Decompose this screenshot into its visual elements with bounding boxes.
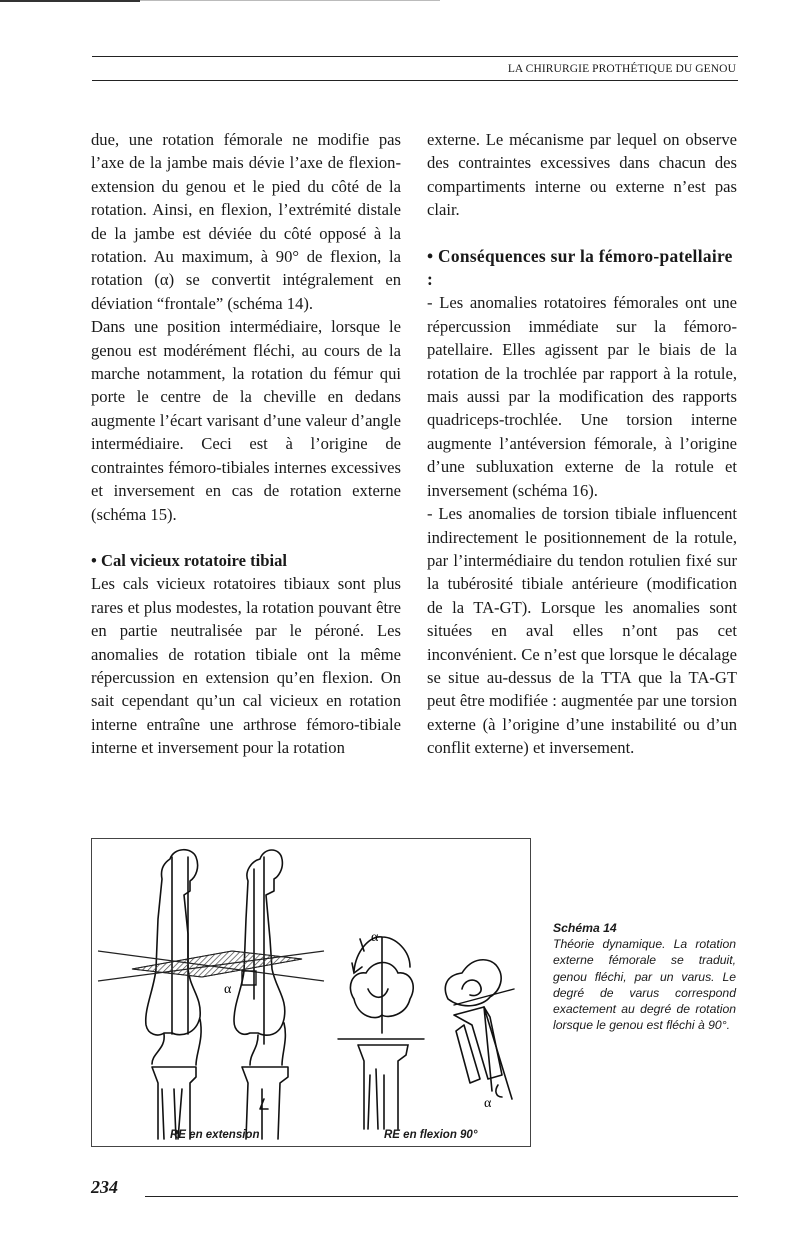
figure-caption bbox=[553, 920, 736, 1033]
header-rule bbox=[92, 80, 738, 81]
figure-label-extension: RE en extension bbox=[170, 1129, 260, 1141]
paragraph: externe. Le mécanisme par lequel on observe des contraintes excessives dans chacun des compartiments interne ou externe n’est pas clair. bbox=[427, 130, 737, 220]
footer-rule bbox=[145, 1196, 738, 1197]
running-head: LA CHIRURGIE PROTHÉTIQUE DU GENOU bbox=[507, 63, 736, 75]
header-rule bbox=[92, 56, 738, 57]
paragraph: - Les anomalies de torsion tibiale influencent indirectement le positionnement de la rotule, par l’intermédiaire du tendon rotulien fixé sur la tubérosité tibiale antérieure (modification de la TA-GT). Lorsque les anomalies sont situées en aval elles n’ont pas cet inconvénient. Ce n’est que lorsque le décalage se situe au-dessus de la TTA que la TA-GT peut être modifiée : augmentée par une torsion externe (à l’origine d’une instabilité ou d’un conflit externe) et inversement. bbox=[427, 504, 737, 758]
alpha-label: α bbox=[484, 1096, 492, 1111]
tibia-shape bbox=[358, 1045, 408, 1129]
alpha-label: α bbox=[224, 982, 232, 997]
left-column bbox=[91, 128, 401, 760]
paragraph: Les cals vicieux rotatoires tibiaux sont plus rares et plus modestes, la rotation pouvant être en partie neutralisée par le péroné. Les anomalies de rotation tibiale ont la même répercussion en extension qu’en flexion. On sait cependant qu’un cal vicieux en rotation interne entraîne une arthrose fémoro-tibiale interne et inversement pour la rotation bbox=[91, 574, 401, 758]
figure-label-flexion: RE en flexion 90° bbox=[384, 1129, 478, 1141]
paragraph: - Les anomalies rotatoires fémorales ont une répercussion immédiate sur la fémoro-patellaire. Elles agissent par le biais de la rotation de la trochlée par rapport à la rotule, mais aussi par la modification des rapports quadriceps-trochlée. Une torsion interne augmente l’antéversion fémorale, à l’origine d’une subluxation externe de la rotule et inversement (schéma 16). bbox=[427, 293, 737, 500]
right-column bbox=[427, 128, 737, 760]
knee-rotation-diagram bbox=[92, 839, 532, 1148]
alpha-label: α bbox=[371, 930, 379, 945]
caption-text: Théorie dynamique. La rotation externe fémorale se traduit, genou fléchi, par un varus. Le degré de varus correspond exactement au degré de rotation lorsque le genou est fléchi à 90°. bbox=[553, 937, 736, 1033]
schema-14-figure bbox=[91, 838, 531, 1147]
scan-top-edge bbox=[0, 0, 790, 2]
caption-title: Schéma 14 bbox=[553, 921, 617, 935]
paragraph: Dans une position intermédiaire, lorsque le genou est modérément fléchi, au cours de la marche notamment, la rotation du fémur qui porte le centre de la cheville en dedans augmente l’écart varisant d’une valeur d’angle intermédiaire. Ceci est à l’origine de contraintes fémoro-tibiales internes excessives et inversement en cas de rotation externe (schéma 15). bbox=[91, 317, 401, 524]
section-heading: • Cal vicieux rotatoire tibial bbox=[91, 550, 287, 570]
paragraph: due, une rotation fémorale ne modifie pas l’axe de la jambe mais dévie l’axe de flexion-extension du genou et le pied du côté de la rotation. Ainsi, en flexion, l’extrémité distale de la jambe est déviée du côté opposé à la rotation. Au maximum, à 90° de flexion, la rotation (α) se convertit intégralement en déviation “frontale” (schéma 14). bbox=[91, 130, 401, 313]
section-heading: • Conséquences sur la fémoro-patellaire : bbox=[427, 245, 733, 290]
page-number: 234 bbox=[91, 1177, 118, 1197]
femur-shape bbox=[234, 850, 285, 1035]
femur-shape bbox=[445, 960, 501, 1006]
femur-shape bbox=[146, 850, 200, 1035]
